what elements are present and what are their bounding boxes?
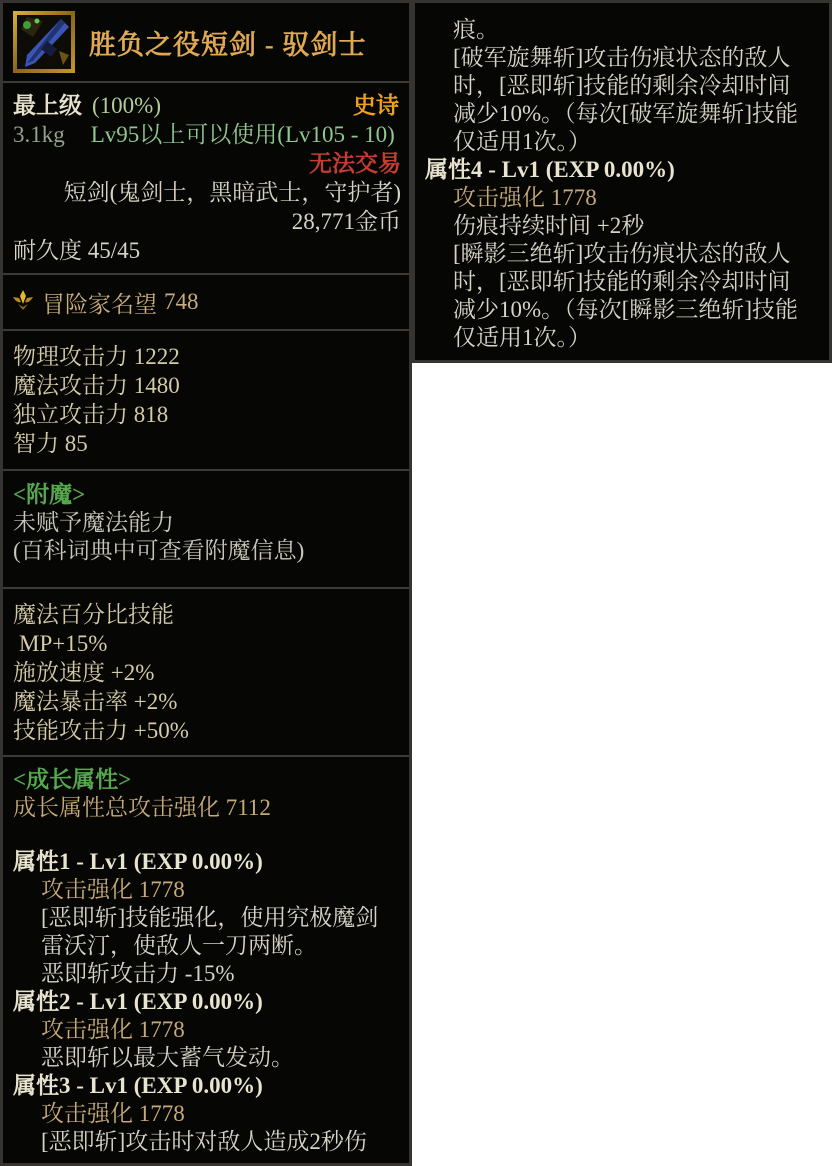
grade-percent: (100%) <box>92 93 161 118</box>
growth-attr3-header: 属性3 - Lv1 (EXP 0.00%) <box>13 1073 263 1098</box>
growth-attr1-line: 雷沃汀，使敌人一刀两断。 <box>41 933 317 958</box>
item-weight: 3.1kg <box>13 122 65 147</box>
growth-attr4-line: 攻击强化 1778 <box>453 185 597 210</box>
enchant-section <box>3 471 409 587</box>
growth-total: 成长属性总攻击强化 7112 <box>13 795 271 820</box>
growth-attr4-line: 伤痕持续时间 +2秒 <box>453 213 645 238</box>
overflow-line: 时，[恶即斩]技能的剩余冷却时间 <box>453 73 791 98</box>
fame-label: 冒险家名望 <box>42 291 157 317</box>
item-category: 短剑(鬼剑士，黑暗武士，守护者) <box>63 180 401 205</box>
growth-attr1-line: [恶即斩]技能强化，使用究极魔剑 <box>41 905 379 930</box>
growth-attr1-line: 恶即斩攻击力 -15% <box>41 961 235 986</box>
overflow-line: 痕。 <box>453 17 499 42</box>
skill-bonus-section <box>3 589 409 755</box>
item-grade <box>13 91 161 120</box>
growth-attr4-header: 属性4 - Lv1 (EXP 0.00%) <box>425 157 675 182</box>
enchant-hint: (百科词典中可查看附魔信息) <box>13 538 305 563</box>
item-title: 胜负之役短剑 - 驭剑士 <box>89 29 367 60</box>
overflow-line: 减少10%。（每次[破军旋舞斩]技能 <box>453 101 798 126</box>
growth-attr1-header: 属性1 - Lv1 (EXP 0.00%) <box>13 849 263 874</box>
enchant-status: 未赋予魔法能力 <box>13 510 174 535</box>
item-price: 28,771金币 <box>291 209 401 234</box>
growth-attr4-line: 时，[恶即斩]技能的剩余冷却时间 <box>453 269 791 294</box>
growth-attr1-line: 攻击强化 1778 <box>41 877 185 902</box>
growth-header: <成长属性> <box>13 767 132 792</box>
growth-attr2-line: 攻击强化 1778 <box>41 1017 185 1042</box>
level-requirement: Lv95以上可以使用(Lv105 - 10) <box>90 122 395 147</box>
trade-restriction: 无法交易 <box>309 151 401 176</box>
grade-label: 最上级 <box>13 93 82 118</box>
growth-attr4-line: [瞬影三绝斩]攻击伤痕状态的敌人 <box>453 241 791 266</box>
growth-attr3-line: 攻击强化 1778 <box>41 1101 185 1126</box>
item-header <box>3 3 409 81</box>
growth-attr3-line: [恶即斩]攻击时对敌人造成2秒伤 <box>41 1129 367 1154</box>
skill-bonus-mp: MP+15% <box>19 631 108 656</box>
growth-attr4-line: 减少10%。（每次[瞬影三绝斩]技能 <box>453 297 798 322</box>
stat-intelligence: 智力 85 <box>13 431 88 456</box>
growth-section <box>3 757 409 1156</box>
item-info-section <box>3 83 409 273</box>
base-stats-section <box>3 331 409 469</box>
growth-attr2-header: 属性2 - Lv1 (EXP 0.00%) <box>13 989 263 1014</box>
fame-value: 748 <box>164 289 199 314</box>
stat-magic-attack: 魔法攻击力 1480 <box>13 373 180 398</box>
item-rarity: 史诗 <box>353 93 399 118</box>
growth-attr2-line: 恶即斩以最大蓄气发动。 <box>41 1045 294 1070</box>
item-durability: 耐久度 45/45 <box>13 238 141 263</box>
item-tooltip-panel <box>0 0 412 1166</box>
skill-bonus-title: 魔法百分比技能 <box>13 602 174 627</box>
overflow-line: [破军旋舞斩]攻击伤痕状态的敌人 <box>453 45 791 70</box>
skill-bonus-cast-speed: 施放速度 +2% <box>13 660 155 685</box>
fame-badge-icon <box>11 288 35 317</box>
stat-independent-attack: 独立攻击力 818 <box>13 402 169 427</box>
item-tooltip-overflow-panel <box>412 0 832 363</box>
enchant-header: <附魔> <box>13 482 86 507</box>
fame-section <box>3 275 409 329</box>
sword-item-icon <box>13 11 75 73</box>
growth-attr4-line: 仅适用1次。） <box>453 325 591 350</box>
overflow-text-block <box>415 3 829 365</box>
overflow-line: 仅适用1次。） <box>453 129 591 154</box>
skill-bonus-magic-crit: 魔法暴击率 +2% <box>13 689 178 714</box>
stat-physical-attack: 物理攻击力 1222 <box>13 344 180 369</box>
skill-bonus-skill-attack: 技能攻击力 +50% <box>13 718 189 743</box>
